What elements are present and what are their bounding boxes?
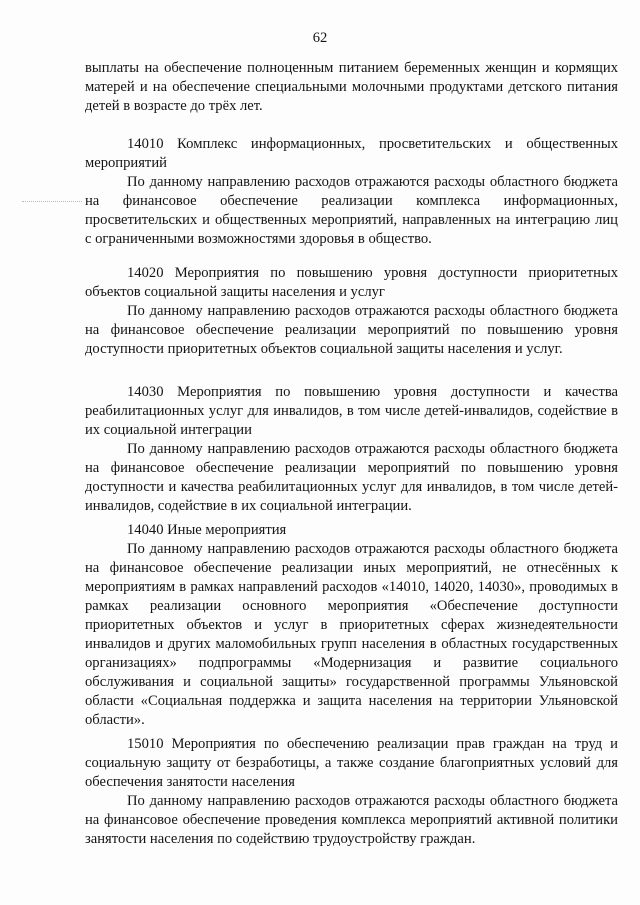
- section-body: По данному направлению расходов отражаются расходы областного бюджета на финансовое обеспечение реализации мероприятий по повышению уровня доступности и качества реабилитационных услуг для инвалидов, в том числе детей-инвалидов, содействие в их социальной интеграции.: [85, 441, 618, 514]
- section-heading: 14040 Иные мероприятия: [127, 522, 287, 538]
- page-number: 62: [312, 30, 328, 46]
- section-14010: [85, 135, 618, 249]
- scan-artifact-dots: [22, 201, 82, 203]
- section-body: По данному направлению расходов отражаются расходы областного бюджета на финансовое обеспечение реализации иных мероприятий, не отнесённых к мероприятиям в рамках направлений расходов «14010, 14020, 14030», проводимых в рамках реализации основного мероприятия «Обеспечение доступности приоритетных объектов и услуг в приоритетных сферах жизнедеятельности инвалидов и других маломобильных групп населения в областных государственных организациях» подпрограммы «Модернизация и развитие социального обслуживания и социальной защиты» государственной программы Ульяновской области «Социальная поддержка и защита населения на территории Ульяновской области».: [85, 541, 618, 728]
- section-heading: 14030 Мероприятия по повышению уровня доступности и качества реабилитационных услуг для инвалидов, в том числе детей-инвалидов, содействие в их социальной интеграции: [85, 384, 618, 438]
- intro-paragraph: выплаты на обеспечение полноценным питанием беременных женщин и кормящих матерей и на обеспечение специальными молочными продуктами детского питания детей в возрасте до трёх лет.: [85, 60, 618, 114]
- section-body: По данному направлению расходов отражаются расходы областного бюджета на финансовое обеспечение проведения комплекса мероприятий активной политики занятости населения по содействию трудоустройству граждан.: [85, 793, 618, 847]
- section-14030: [85, 383, 618, 516]
- section-15010: [85, 735, 618, 849]
- section-heading: 14020 Мероприятия по повышению уровня доступности приоритетных объектов социальной защиты населения и услуг: [85, 265, 618, 300]
- section-heading: 15010 Мероприятия по обеспечению реализации прав граждан на труд и социальную защиту от безработицы, а также создание благоприятных условий для обеспечения занятости населения: [85, 736, 618, 790]
- section-heading: 14010 Комплекс информационных, просветительских и общественных мероприятий: [85, 136, 618, 171]
- section-14020: [85, 264, 618, 359]
- section-body: По данному направлению расходов отражаются расходы областного бюджета на финансовое обеспечение реализации комплекса информационных, просветительских и общественных мероприятий, направленных на интеграцию лиц с ограниченными возможностями здоровья в общество.: [85, 174, 618, 247]
- section-body: По данному направлению расходов отражаются расходы областного бюджета на финансовое обеспечение реализации мероприятий по повышению уровня доступности приоритетных объектов социальной защиты населения и услуг.: [85, 303, 618, 357]
- intro-block: [85, 59, 618, 116]
- section-14040: [85, 521, 618, 730]
